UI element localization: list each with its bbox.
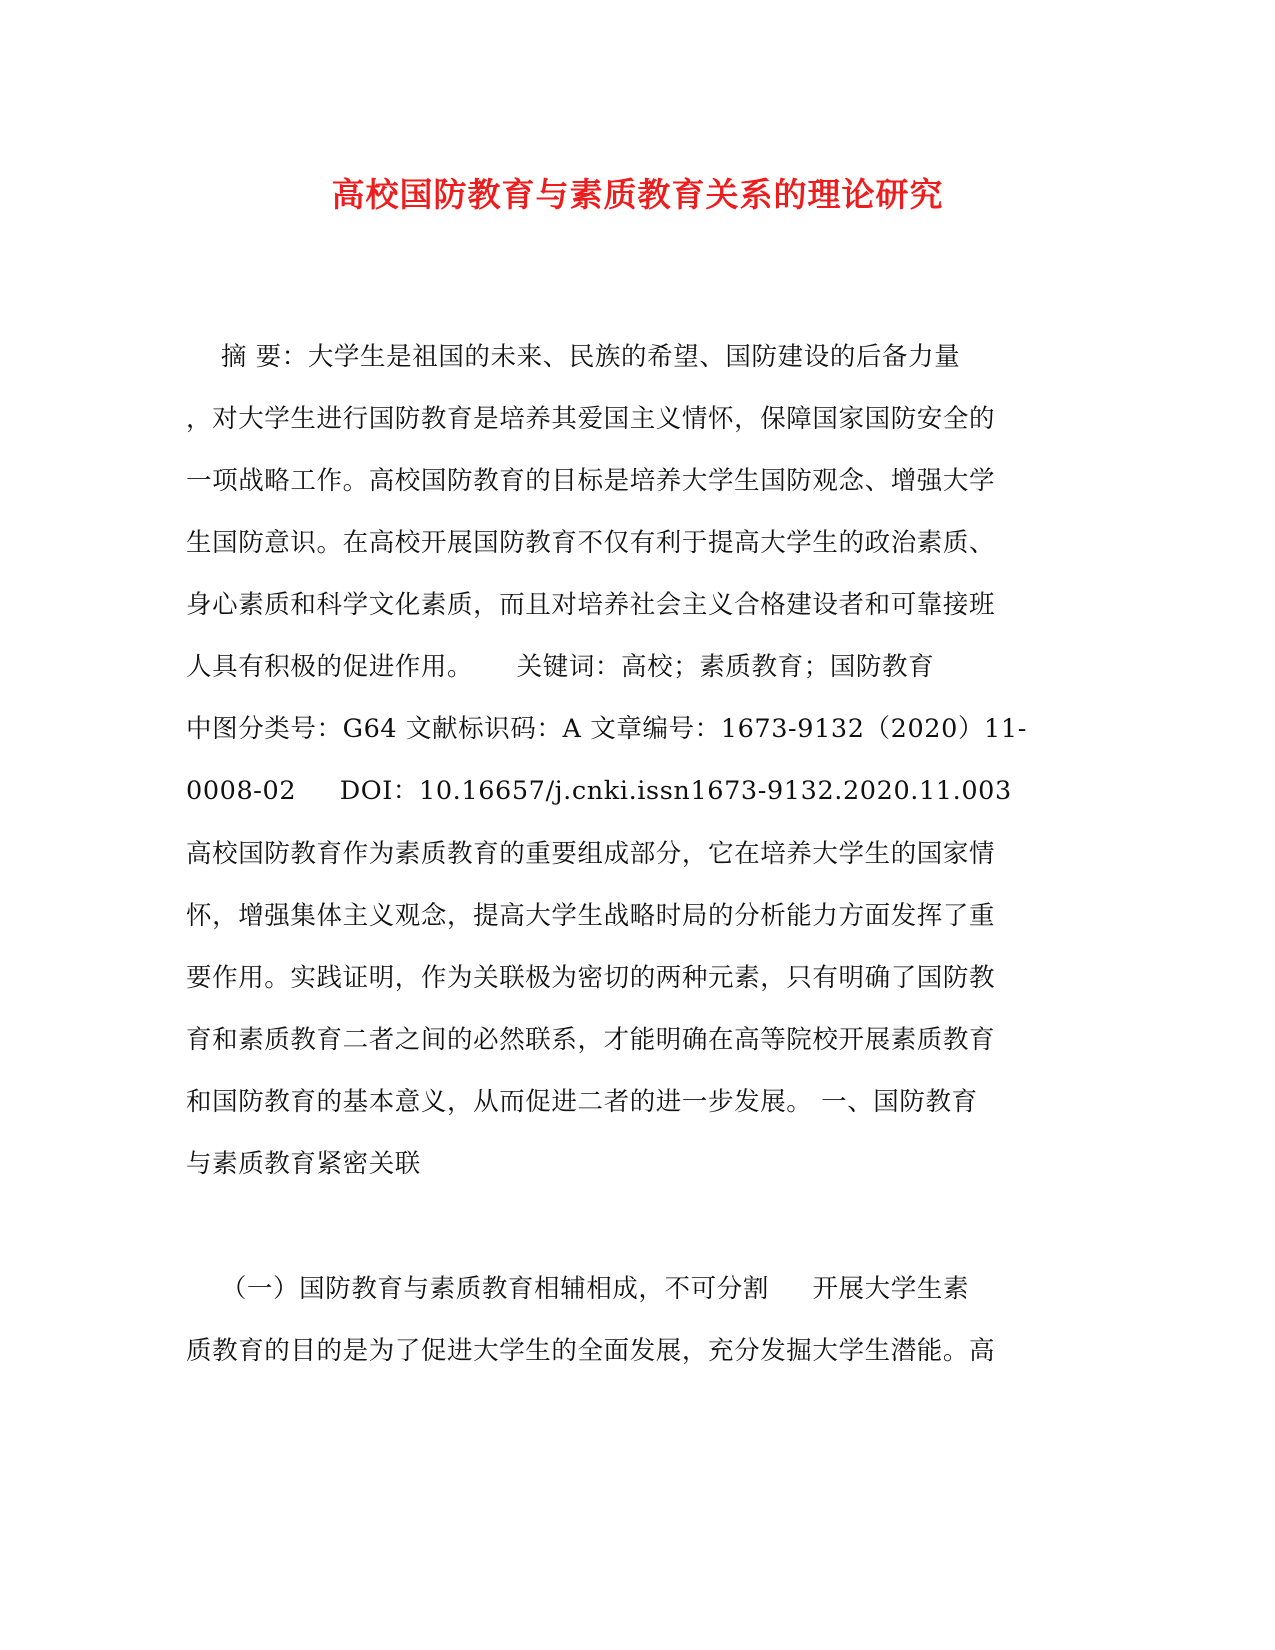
paragraph-line: ，对大学生进行国防教育是培养其爱国主义情怀，保障国家国防安全的 [186,404,996,434]
paragraph-line: 质教育的目的是为了促进大学生的全面发展，充分发掘大学生潜能。高 [186,1336,996,1366]
document-title: 高校国防教育与素质教育关系的理论研究 [331,175,944,214]
paragraph-line: 怀，增强集体主义观念，提高大学生战略时局的分析能力方面发挥了重 [186,901,996,931]
paragraph-line: 生国防意识。在高校开展国防教育不仅有利于提高大学生的政治素质、 [186,528,996,558]
paragraph-line: 一项战略工作。高校国防教育的目标是培养大学生国防观念、增强大学 [186,466,996,496]
paragraph-line: 人具有积极的促进作用。 关键词：高校；素质教育；国防教育 [186,652,935,682]
paragraph-line: 高校国防教育作为素质教育的重要组成部分，它在培养大学生的国家情 [186,839,996,869]
paragraph-line: 0008-02 DOI：10.16657/j.cnki.issn1673-9132.2020.11.003 [186,776,1012,806]
paragraph-line: 中图分类号：G64 文献标识码：A 文章编号：1673-9132（2020）11- [186,714,1027,744]
paragraph-line: 身心素质和科学文化素质，而且对培养社会主义合格建设者和可靠接班 [186,590,996,620]
paragraph-line: 和国防教育的基本意义，从而促进二者的进一步发展。 一、国防教育 [186,1087,978,1117]
paragraph-line: （一）国防教育与素质教育相辅相成，不可分割 开展大学生素 [186,1274,970,1304]
paragraph-line: 育和素质教育二者之间的必然联系，才能明确在高等院校开展素质教育 [186,1025,996,1055]
paragraph-line: 与素质教育紧密关联 [186,1149,421,1179]
paragraph-line: 摘 要：大学生是祖国的未来、民族的希望、国防建设的后备力量 [186,342,961,372]
paragraph-line: 要作用。实践证明，作为关联极为密切的两种元素，只有明确了国防教 [186,963,996,993]
